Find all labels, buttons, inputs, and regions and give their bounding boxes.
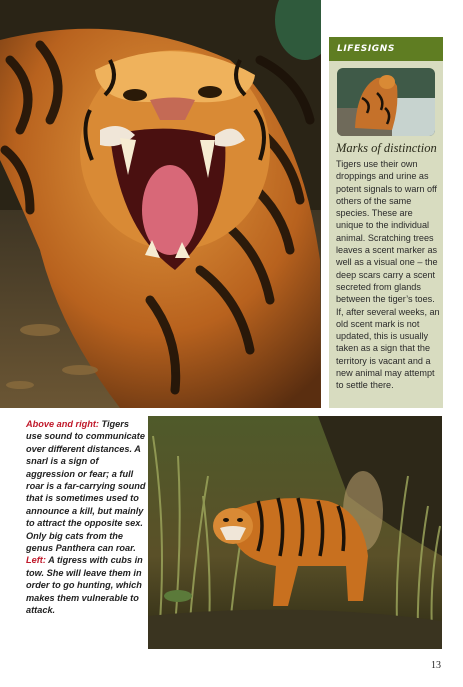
sidebar-body-text: Tigers use their own droppings and urine as potent signals to warn off others of the same species. These are unique to the individual animal. Scratching trees leaves a scent marker as well as a visual one – the deep scars carry a scent secreted from glands between the tiger’s toes. If, after several weeks, an old scent mark is not updated, this is usually taken as a sign that the territory is vacant and a new animal may attempt to settle there. <box>336 159 440 391</box>
tiger-in-grass-photo <box>148 416 442 649</box>
caption-text-left: A tigress with cubs in tow. She will leave them in order to go hunting, which makes them vulnerable to attack. <box>26 555 143 616</box>
snarling-tiger-photo <box>0 0 321 408</box>
tigress-scent-mark-photo <box>337 68 435 136</box>
lifesigns-sidebar <box>329 37 443 408</box>
sidebar-header: LIFESIGNS <box>329 37 443 61</box>
sidebar-heading: Marks of distinction <box>336 141 437 155</box>
caption-label-above: Above and right: <box>26 419 99 429</box>
caption-text-above: Tigers use sound to communicate over different distances. A snarl is a sign of aggression or fear; a full roar is a far-carrying sound that is sometimes used to announce a kill, but mainly to attract the opposite sex. Only big cats from the genus Panthera can roar. <box>26 419 146 554</box>
photo-caption <box>26 418 146 617</box>
page-number: 13 <box>431 660 441 671</box>
caption-label-left: Left: <box>26 555 46 566</box>
